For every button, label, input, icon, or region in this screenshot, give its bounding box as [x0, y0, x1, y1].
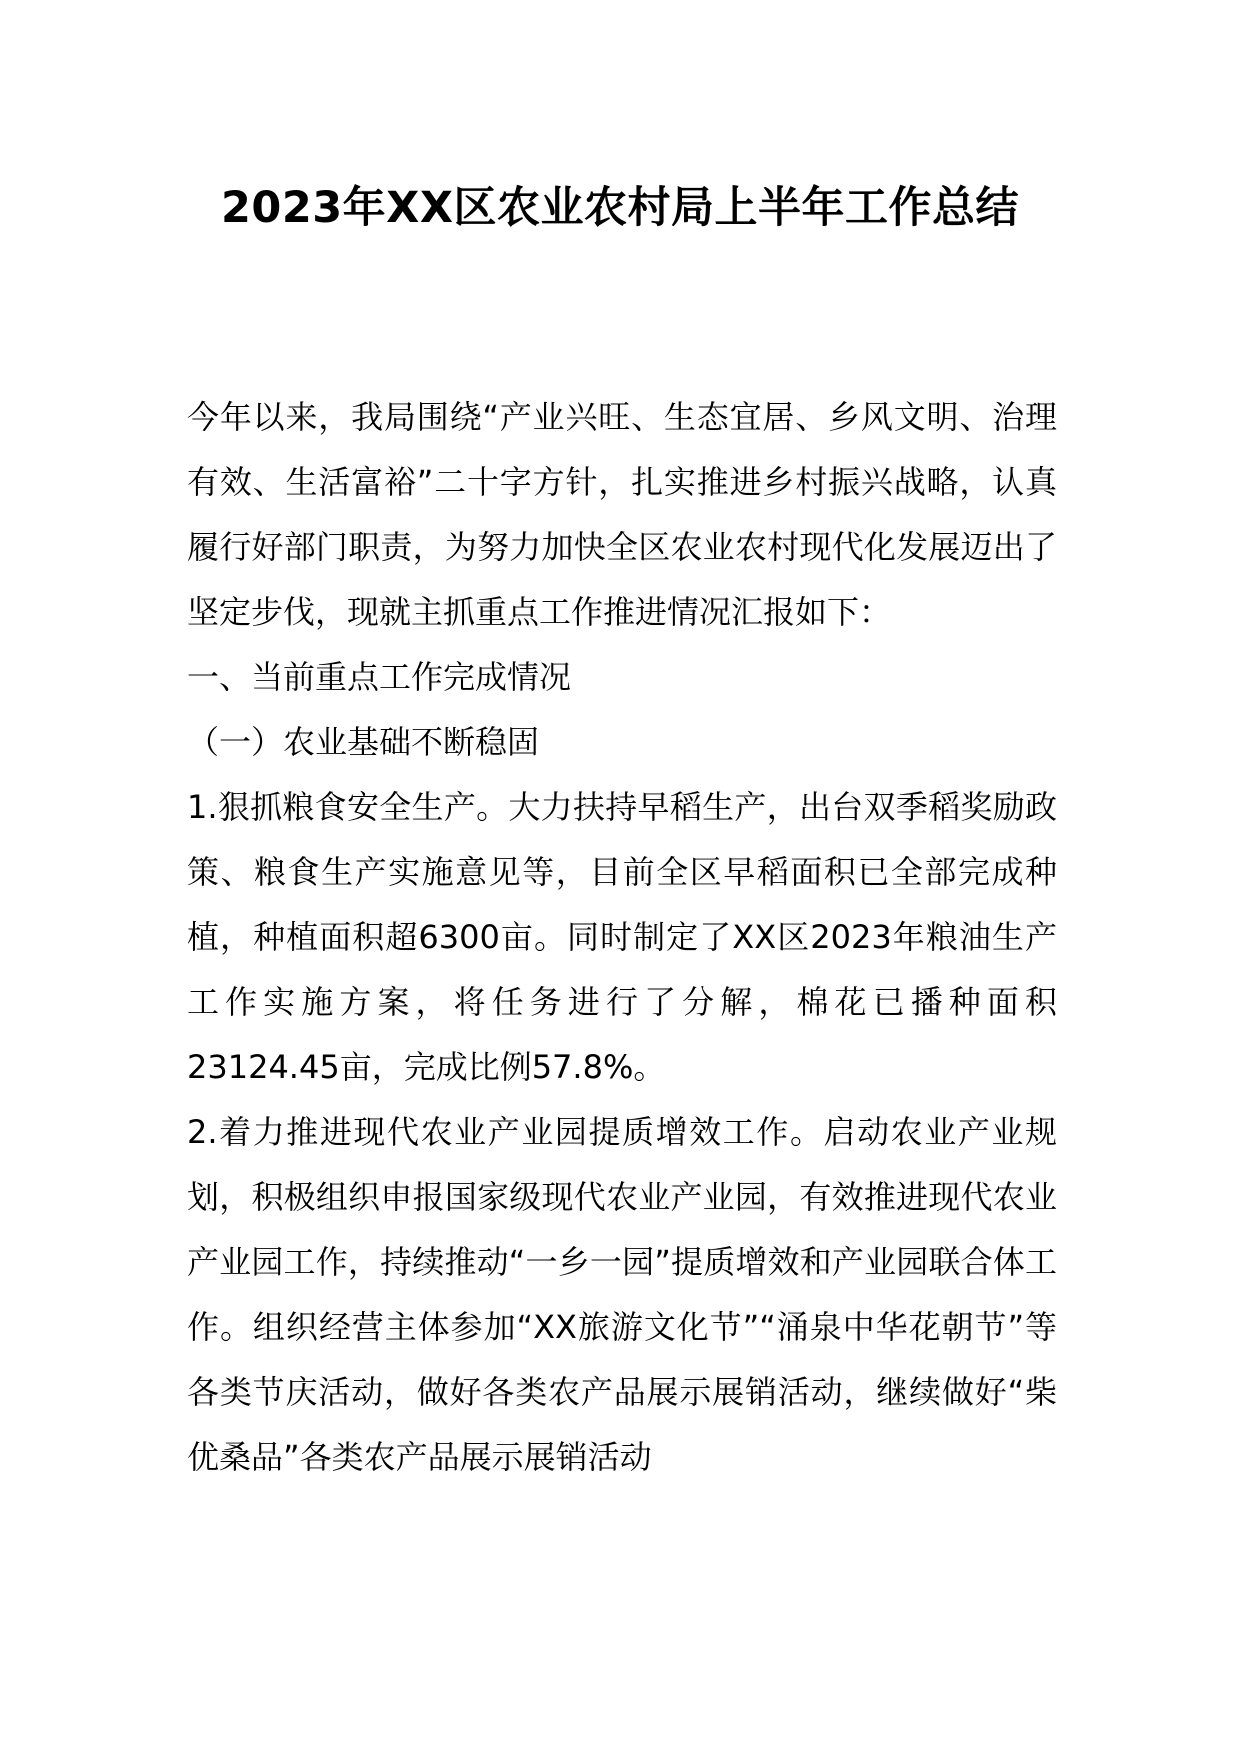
document-body: [187, 385, 1057, 1490]
intro-paragraph: 今年以来，我局围绕“产业兴旺、生态宜居、乡风文明、治理有效、生活富裕”二十字方针，扎实推进乡村振兴战略，认真履行好部门职责，为努力加快全区农业农村现代化发展迈出了坚定步伐，现就主抓重点工作推进情况汇报如下：: [187, 398, 1057, 631]
subsection-heading: （一）农业基础不断稳固: [187, 723, 540, 761]
item-paragraph-2: 2.着力推进现代农业产业园提质增效工作。启动农业产业规划，积极组织申报国家级现代农业产业园，有效推进现代农业产业园工作，持续推动“一乡一园”提质增效和产业园联合体工作。组织经营主体参加“XX旅游文化节”“涌泉中华花朝节”等各类节庆活动，做好各类农产品展示展销活动，继续做好“柴优桑品”各类农产品展示展销活动: [187, 1113, 1057, 1476]
item-paragraph-1: 1.狠抓粮食安全生产。大力扶持早稻生产，出台双季稻奖励政策、粮食生产实施意见等，目前全区早稻面积已全部完成种植，种植面积超6300亩。同时制定了XX区2023年粮油生产工作实施方案，将任务进行了分解，棉花已播种面积23124.45亩，完成比例57.8%。: [187, 788, 1057, 1086]
section-heading: 一、当前重点工作完成情况: [187, 658, 572, 696]
document-title: 2023年XX区农业农村局上半年工作总结: [221, 183, 1019, 233]
